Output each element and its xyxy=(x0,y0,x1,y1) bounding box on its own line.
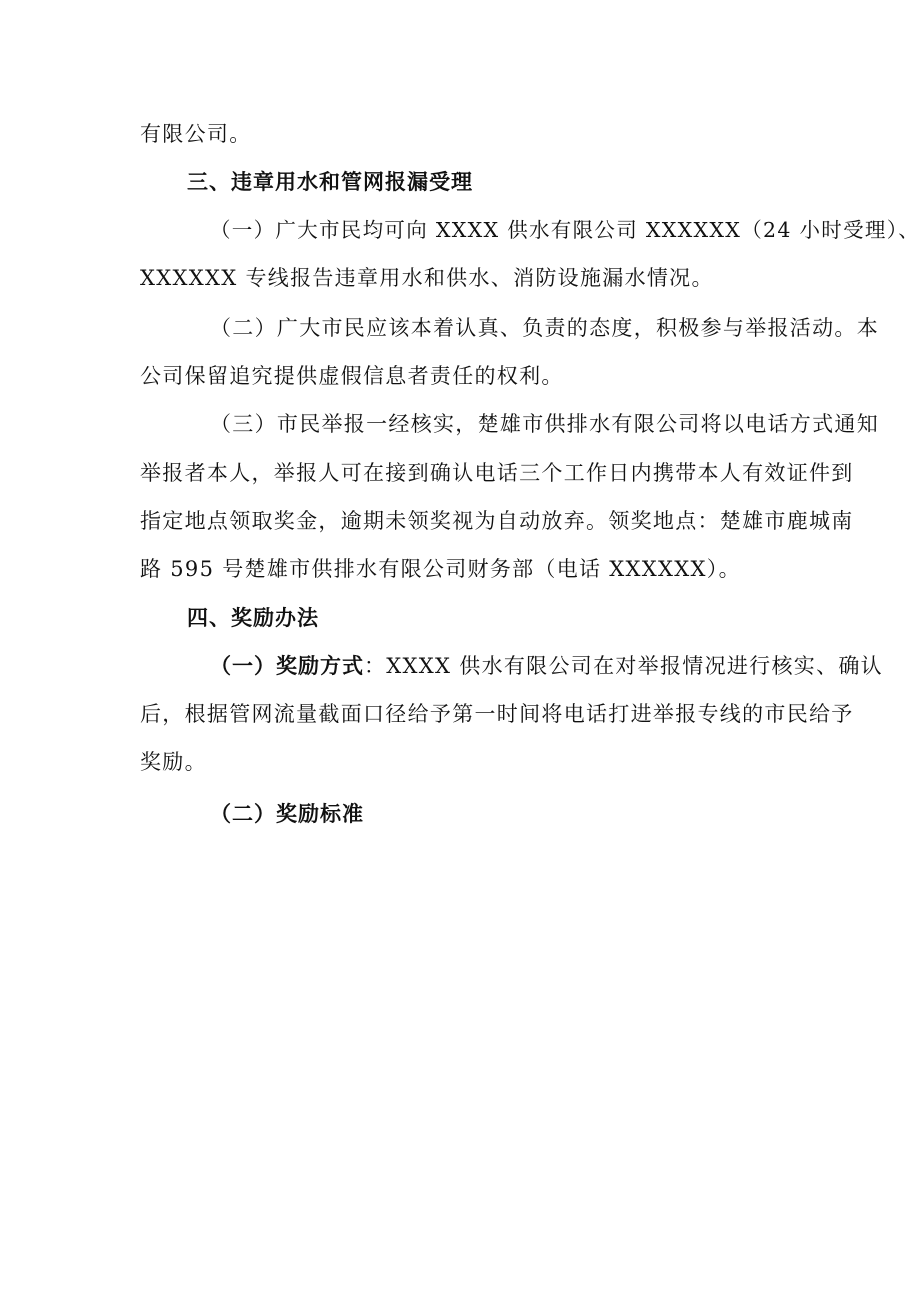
s3-item3-line1: （三）市民举报一经核实，楚雄市供排水有限公司将以电话方式通知 xyxy=(210,412,879,436)
s3-item2-line2: 公司保留追究提供虚假信息者责任的权利。 xyxy=(140,364,564,388)
s3-item2-line1: （二）广大市民应该本着认真、负责的态度，积极参与举报活动。本 xyxy=(210,316,879,340)
s3-item3-line4: 路 595 号楚雄市供排水有限公司财务部（电话 XXXXXX）。 xyxy=(140,557,741,581)
s3-item3-line2: 举报者本人，举报人可在接到确认电话三个工作日内携带本人有效证件到 xyxy=(140,461,854,485)
s4-item1-line1 xyxy=(210,653,885,679)
paragraph-continuation: 有限公司。 xyxy=(140,122,252,146)
s3-item3-line3: 指定地点领取奖金，逾期未领奖视为自动放弃。领奖地点：楚雄市鹿城南 xyxy=(140,509,854,533)
s4-item2-label: （二）奖励标准 xyxy=(210,802,364,826)
s4-item1-label: （一）奖励方式 xyxy=(210,654,364,678)
s4-item1-line3: 奖励。 xyxy=(140,750,207,774)
s3-item1-line2: XXXXXX 专线报告违章用水和供水、消防设施漏水情况。 xyxy=(140,266,714,290)
section-4-heading: 四、奖励办法 xyxy=(187,606,319,630)
s4-item1-line2: 后，根据管网流量截面口径给予第一时间将电话打进举报专线的市民给予 xyxy=(140,702,854,726)
s4-item1-line1-text: ：XXXX 供水有限公司在对举报情况进行核实、确认 xyxy=(364,654,883,678)
s3-item1-line1: （一）广大市民均可向 XXXX 供水有限公司 XXXXXX（24 小时受理）、 xyxy=(210,218,920,242)
section-3-heading: 三、违章用水和管网报漏受理 xyxy=(187,170,473,194)
